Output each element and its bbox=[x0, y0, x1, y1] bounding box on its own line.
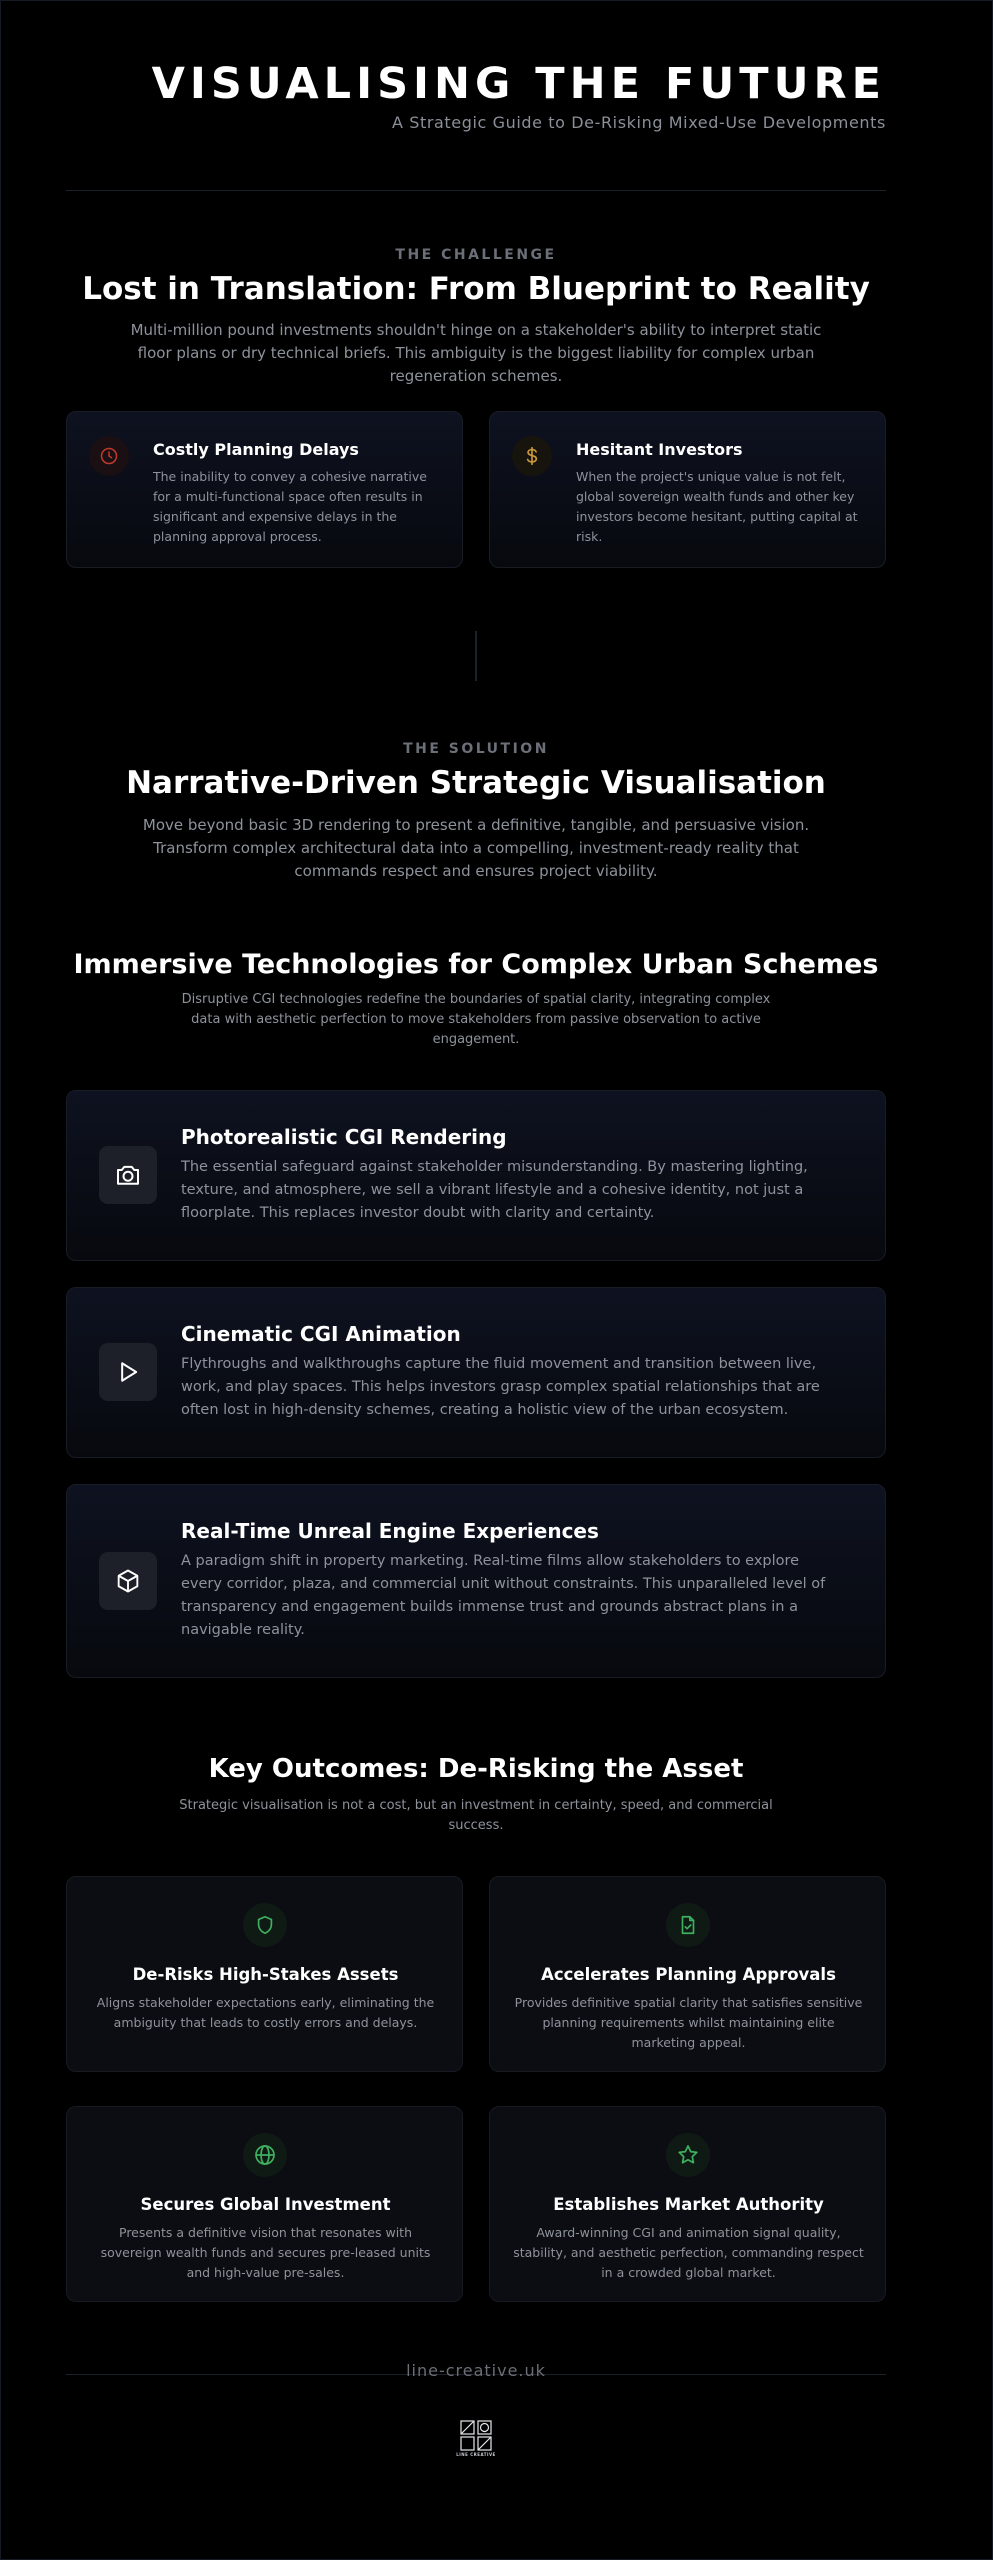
outcome-title: Accelerates Planning Approvals bbox=[541, 1965, 836, 1984]
tech-text: Flythroughs and walkthroughs capture the fluid movement and transition between live, work, and play spaces. This helps investors grasp complex spatial relationships that are often lost in high-density schemes, creating a holistic view of the urban ecosystem. bbox=[181, 1356, 820, 1418]
footer-logo[interactable] bbox=[456, 2419, 496, 2459]
outcome-text: Presents a definitive vision that resonates with sovereign wealth funds and secures pre-leased units and high-value pre-sales. bbox=[100, 2225, 431, 2280]
cube-icon bbox=[99, 1552, 157, 1610]
tech-title: Photorealistic CGI Rendering bbox=[181, 1125, 507, 1149]
outcome-text: Aligns stakeholder expectations early, eliminating the ambiguity that leads to costly errors and delays. bbox=[96, 1995, 435, 2030]
outcome-title: Establishes Market Authority bbox=[553, 2195, 824, 2214]
clock-icon bbox=[89, 436, 129, 476]
tech-text: A paradigm shift in property marketing. Real-time films allow stakeholders to explore every corridor, plaza, and commercial unit without constraints. This unparalleled level of transparency and engagement builds immense trust and grounds abstract plans in a navigable reality. bbox=[181, 1553, 826, 1638]
outcome-card-derisk bbox=[66, 1876, 463, 2072]
footer-link[interactable]: line-creative.uk bbox=[406, 2361, 546, 2380]
challenge-title: Lost in Translation: From Blueprint to Reality bbox=[82, 271, 870, 307]
outcome-title: De-Risks High-Stakes Assets bbox=[132, 1965, 399, 1984]
outcome-text: Award-winning CGI and animation signal quality, stability, and aesthetic perfection, commanding respect in a crowded global market. bbox=[513, 2225, 864, 2280]
globe-icon bbox=[243, 2133, 287, 2177]
outcome-title: Secures Global Investment bbox=[140, 2195, 391, 2214]
logo-text: LINE CREATIVE bbox=[456, 2452, 496, 2457]
outcomes-title: Key Outcomes: De-Risking the Asset bbox=[208, 1754, 744, 1784]
technologies-title: Immersive Technologies for Complex Urban Schemes bbox=[73, 949, 879, 980]
tech-card-animation bbox=[66, 1287, 886, 1458]
page-subtitle: A Strategic Guide to De-Risking Mixed-Use Developments bbox=[391, 113, 886, 132]
challenge-card-investors bbox=[489, 411, 886, 568]
card-text: The inability to convey a cohesive narrative for a multi-functional space often results in significant and expensive delays in the planning approval process. bbox=[153, 469, 427, 544]
card-title: Hesitant Investors bbox=[576, 440, 743, 459]
outcome-card-planning bbox=[489, 1876, 886, 2072]
challenge-lead: Multi-million pound investments shouldn't hinge on a stakeholder's ability to interpret static floor plans or dry technical briefs. This ambiguity is the biggest liability for complex urban regeneration schemes. bbox=[130, 321, 822, 385]
tech-title: Cinematic CGI Animation bbox=[181, 1322, 461, 1346]
solution-lead: Move beyond basic 3D rendering to present a definitive, tangible, and persuasive vision. Transform complex architectural data into a compelling, investment-ready reality that commands respect and ensures project viability. bbox=[142, 816, 810, 880]
card-text: When the project's unique value is not felt, global sovereign wealth funds and other key investors become hesitant, putting capital at risk. bbox=[576, 469, 858, 544]
outcomes-lead: Strategic visualisation is not a cost, but an investment in certainty, speed, and commercial success. bbox=[179, 1798, 773, 1833]
dollar-icon bbox=[512, 436, 552, 476]
star-icon bbox=[666, 2133, 710, 2177]
outcome-text: Provides definitive spatial clarity that satisfies sensitive planning requirements whilst maintaining elite marketing appeal. bbox=[514, 1995, 863, 2050]
tech-card-unreal bbox=[66, 1484, 886, 1678]
outcome-card-investment bbox=[66, 2106, 463, 2302]
solution-title: Narrative-Driven Strategic Visualisation bbox=[126, 765, 826, 801]
solution-eyebrow: THE SOLUTION bbox=[403, 741, 549, 757]
shield-icon bbox=[243, 1903, 287, 1947]
play-icon bbox=[99, 1343, 157, 1401]
technologies-lead: Disruptive CGI technologies redefine the boundaries of spatial clarity, integrating complex data with aesthetic perfection to move stakeholders from passive observation to active engagement. bbox=[181, 992, 771, 1047]
challenge-eyebrow: THE CHALLENGE bbox=[395, 247, 557, 263]
outcome-card-authority bbox=[489, 2106, 886, 2302]
section-connector bbox=[475, 631, 477, 681]
tech-title: Real-Time Unreal Engine Experiences bbox=[181, 1519, 599, 1543]
card-title: Costly Planning Delays bbox=[153, 440, 359, 459]
camera-icon bbox=[99, 1146, 157, 1204]
page-title: VISUALISING THE FUTURE bbox=[151, 59, 886, 109]
document-check-icon bbox=[666, 1903, 710, 1947]
tech-card-rendering bbox=[66, 1090, 886, 1261]
divider bbox=[66, 190, 886, 191]
tech-text: The essential safeguard against stakeholder misunderstanding. By mastering lighting, texture, and atmosphere, we sell a vibrant lifestyle and a cohesive identity, not just a floorplate. This replaces investor doubt with clarity and certainty. bbox=[181, 1159, 808, 1221]
challenge-card-delays bbox=[66, 411, 463, 568]
